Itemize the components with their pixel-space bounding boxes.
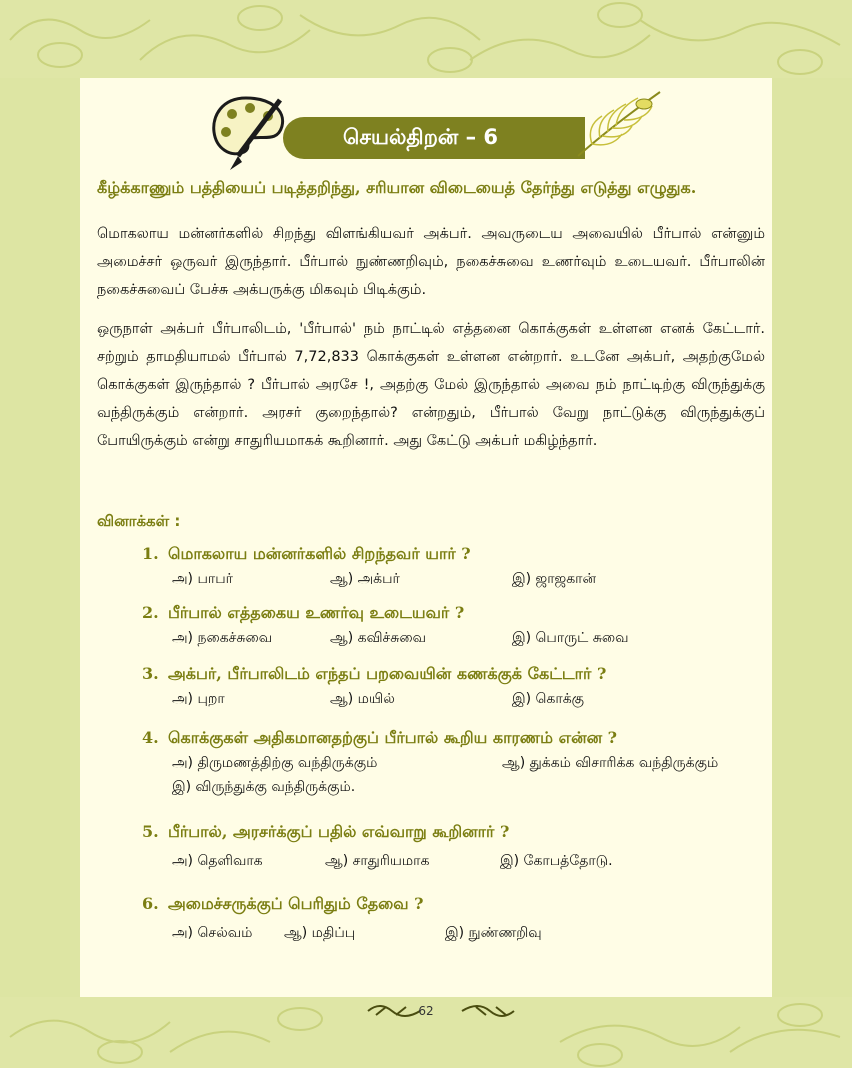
question-number: 3. — [142, 664, 159, 683]
option-b[interactable]: ஆ) சாதுரியமாக — [325, 853, 430, 869]
option-row — [142, 925, 772, 947]
question-label: பீர்பால், அரசர்க்குப் பதில் எவ்வாறு கூறினார் ? — [168, 822, 510, 841]
question-label: மொகலாய மன்னர்களில் சிறந்தவர் யார் ? — [168, 544, 471, 563]
option-a[interactable]: அ) புறா — [172, 691, 225, 707]
question-text — [142, 894, 772, 915]
activity-title-text: செயல்திறன் – 6 — [343, 124, 499, 149]
right-margin-band — [772, 78, 852, 997]
option-row — [142, 691, 772, 713]
option-c[interactable]: இ) நுண்ணறிவு — [445, 925, 542, 941]
option-b[interactable]: ஆ) அக்பர் — [330, 571, 400, 587]
page-number: 62 — [418, 1004, 434, 1018]
option-a[interactable]: அ) பாபர் — [172, 571, 233, 587]
question-number: 2. — [142, 603, 159, 622]
question-2 — [142, 603, 772, 652]
option-c[interactable]: இ) கொக்கு — [512, 691, 585, 707]
option-row — [142, 630, 772, 652]
question-5 — [142, 822, 772, 875]
option-c[interactable]: இ) பொருட் சுவை — [512, 630, 629, 646]
option-row — [142, 571, 772, 593]
question-label: பீர்பால் எத்தகைய உணர்வு உடையவர் ? — [168, 603, 465, 622]
question-label: அமைச்சருக்குப் பெரிதும் தேவை ? — [168, 894, 424, 913]
peacock-feather-icon — [572, 86, 664, 164]
option-b[interactable]: ஆ) கவிச்சுவை — [330, 630, 427, 646]
question-number: 6. — [142, 894, 159, 913]
option-c[interactable]: இ) விருந்துக்கு வந்திருக்கும். — [172, 779, 356, 795]
right-ornament-icon — [460, 1001, 516, 1025]
question-text — [142, 664, 772, 685]
question-text — [142, 544, 772, 565]
option-row — [142, 755, 772, 777]
question-text — [142, 822, 772, 843]
option-a[interactable]: அ) நகைச்சுவை — [172, 630, 273, 646]
option-row — [142, 853, 772, 875]
question-1 — [142, 544, 772, 593]
activity-title — [283, 117, 585, 159]
option-b[interactable]: ஆ) மயில் — [330, 691, 395, 707]
question-6 — [142, 894, 772, 947]
paint-palette-icon — [208, 92, 288, 178]
option-b[interactable]: ஆ) மதிப்பு — [284, 925, 356, 941]
left-margin-band — [0, 78, 80, 997]
question-number: 5. — [142, 822, 159, 841]
option-c[interactable]: இ) கோபத்தோடு. — [500, 853, 613, 869]
option-a[interactable]: அ) செல்வம் — [172, 925, 253, 941]
option-c[interactable]: இ) ஜாஜகான் — [512, 571, 597, 587]
question-text — [142, 603, 772, 624]
option-row — [142, 779, 772, 801]
questions-heading: வினாக்கள் : — [97, 512, 181, 530]
instruction: கீழ்க்காணும் பத்தியைப் படித்தறிந்து, சரியான விடையைத் தேர்ந்து எடுத்து எழுதுக. — [97, 178, 697, 197]
question-3 — [142, 664, 772, 713]
question-text — [142, 728, 772, 749]
option-b[interactable]: ஆ) துக்கம் விசாரிக்க வந்திருக்கும் — [502, 755, 719, 771]
passage-paragraph-1: மொகலாய மன்னர்களில் சிறந்து விளங்கியவர் அக்பர். அவருடைய அவையில் பீர்பால் என்னும் அமைச்சர் ஒருவர் இருந்தார். பீர்பால் நுண்ணறிவும், நகைச்சுவை உணர்வும் உடையவர். பீர்பாலின் நகைச்சுவைப் பேச்சு அக்பருக்கு மிகவும் பிடிக்கும். — [97, 226, 765, 298]
question-label: அக்பர், பீர்பாலிடம் எந்தப் பறவையின் கணக்குக் கேட்டார் ? — [168, 664, 607, 683]
question-4 — [142, 728, 772, 801]
passage-paragraph-2: ஒருநாள் அக்பர் பீர்பாலிடம், 'பீர்பால்' நம் நாட்டில் எத்தனை கொக்குகள் உள்ளன எனக் கேட்டார். சற்றும் தாமதியாமல் பீர்பால் 7,72,833 கொக்குகள் உள்ளன என்றார். உடனே அக்பர், அதற்குமேல் கொக்குகள் இருந்தால் ? பீர்பால் அரசே !, அதற்கு மேல் இருந்தால் அவை நம் நாட்டிற்கு விருந்துக்கு வந்திருக்கும் என்றார். அரசர் குறைந்தால்? என்றதும், பீர்பால் வேறு நாட்டுக்கு விருந்துக்குப் போயிருக்கும் என்று சாதுரியமாகக் கூறினார். அது கேட்டு அக்பர் மகிழ்ந்தார். — [97, 321, 765, 449]
option-a[interactable]: அ) திருமணத்திற்கு வந்திருக்கும் — [172, 755, 378, 771]
option-a[interactable]: அ) தெளிவாக — [172, 853, 263, 869]
top-decorative-band — [0, 0, 852, 78]
question-label: கொக்குகள் அதிகமானதற்குப் பீர்பால் கூறிய காரணம் என்ன ? — [168, 728, 618, 747]
question-number: 4. — [142, 728, 159, 747]
question-number: 1. — [142, 544, 159, 563]
